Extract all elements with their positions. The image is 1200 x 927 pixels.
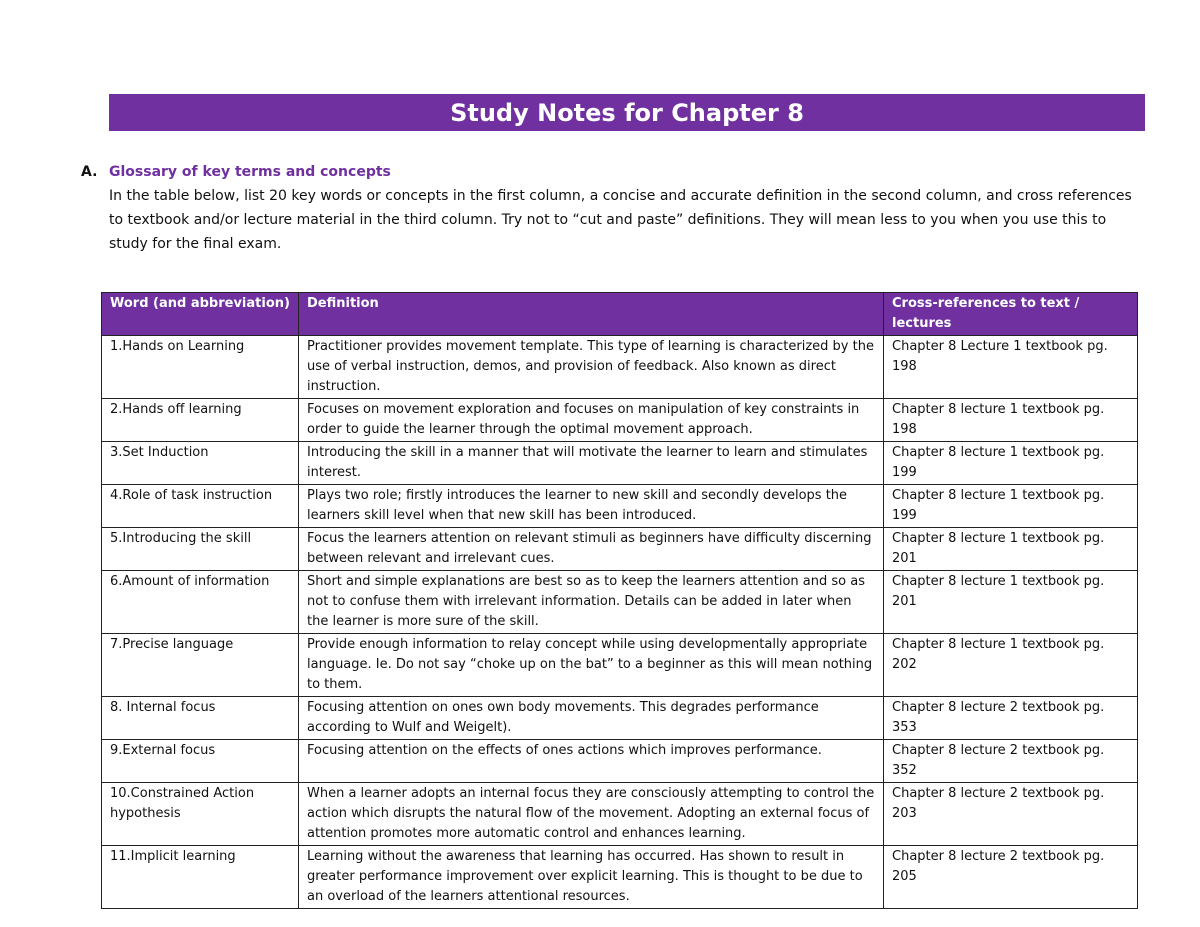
reference-cell: Chapter 8 lecture 1 textbook pg. 198: [884, 399, 1138, 442]
definition-cell: Provide enough information to relay concept while using developmentally appropriate language. Ie. Do not say “choke up on the bat” to a beginner as this will mean nothing to them.: [299, 634, 884, 697]
reference-cell: Chapter 8 lecture 1 textbook pg. 201: [884, 571, 1138, 634]
term-cell: 4.Role of task instruction: [102, 485, 299, 528]
reference-cell: Chapter 8 lecture 2 textbook pg. 352: [884, 740, 1138, 783]
table-row: [102, 846, 1138, 909]
definition-cell: When a learner adopts an internal focus they are consciously attempting to control the action which disrupts the natural flow of the movement. Adopting an external focus of attention promotes more automatic control and enhances learning.: [299, 783, 884, 846]
reference-cell: Chapter 8 lecture 1 textbook pg. 199: [884, 485, 1138, 528]
glossary-section: [81, 160, 1141, 256]
table-header-row: [102, 293, 1138, 336]
term-cell: 7.Precise language: [102, 634, 299, 697]
glossary-table: [101, 292, 1138, 909]
definition-cell: Practitioner provides movement template. This type of learning is characterized by the use of verbal instruction, demos, and provision of feedback. Also known as direct instruction.: [299, 336, 884, 399]
table-row: [102, 571, 1138, 634]
section-instructions: In the table below, list 20 key words or concepts in the first column, a concise and accurate definition in the second column, and cross references to textbook and/or lecture material in the third column. Try not to “cut and paste” definitions. They will mean less to you when you use this to study for the final exam.: [109, 188, 1132, 252]
definition-cell: Focusing attention on the effects of ones actions which improves performance.: [299, 740, 884, 783]
reference-cell: Chapter 8 lecture 1 textbook pg. 202: [884, 634, 1138, 697]
column-header-word: Word (and abbreviation): [102, 293, 299, 336]
table-row: [102, 528, 1138, 571]
table-row: [102, 783, 1138, 846]
column-header-reference: Cross-references to text / lectures: [884, 293, 1138, 336]
term-cell: 8. Internal focus: [102, 697, 299, 740]
term-cell: 6.Amount of information: [102, 571, 299, 634]
definition-cell: Learning without the awareness that learning has occurred. Has shown to result in greater performance improvement over explicit learning. This is thought to be due to an overload of the learners attentional resources.: [299, 846, 884, 909]
definition-cell: Focus the learners attention on relevant stimuli as beginners have difficulty discerning between relevant and irrelevant cues.: [299, 528, 884, 571]
term-cell: 1.Hands on Learning: [102, 336, 299, 399]
definition-cell: Introducing the skill in a manner that will motivate the learner to learn and stimulates interest.: [299, 442, 884, 485]
column-header-definition: Definition: [299, 293, 884, 336]
table-row: [102, 399, 1138, 442]
page-title: Study Notes for Chapter 8: [109, 94, 1145, 131]
reference-cell: Chapter 8 lecture 1 textbook pg. 199: [884, 442, 1138, 485]
term-cell: 10.Constrained Action hypothesis: [102, 783, 299, 846]
term-cell: 9.External focus: [102, 740, 299, 783]
term-cell: 2.Hands off learning: [102, 399, 299, 442]
definition-cell: Short and simple explanations are best so as to keep the learners attention and so as not to confuse them with irrelevant information. Details can be added in later when the learner is more sure of the skill.: [299, 571, 884, 634]
reference-cell: Chapter 8 lecture 2 textbook pg. 205: [884, 846, 1138, 909]
section-marker: A.: [81, 164, 98, 180]
reference-cell: Chapter 8 lecture 2 textbook pg. 353: [884, 697, 1138, 740]
definition-cell: Focuses on movement exploration and focuses on manipulation of key constraints in order to guide the learner through the optimal movement approach.: [299, 399, 884, 442]
reference-cell: Chapter 8 lecture 1 textbook pg. 201: [884, 528, 1138, 571]
section-heading: Glossary of key terms and concepts: [109, 164, 391, 180]
table-row: [102, 336, 1138, 399]
term-cell: 11.Implicit learning: [102, 846, 299, 909]
table-row: [102, 634, 1138, 697]
term-cell: 5.Introducing the skill: [102, 528, 299, 571]
table-row: [102, 697, 1138, 740]
term-cell: 3.Set Induction: [102, 442, 299, 485]
definition-cell: Focusing attention on ones own body movements. This degrades performance according to Wulf and Weigelt).: [299, 697, 884, 740]
reference-cell: Chapter 8 lecture 2 textbook pg. 203: [884, 783, 1138, 846]
reference-cell: Chapter 8 Lecture 1 textbook pg. 198: [884, 336, 1138, 399]
table-row: [102, 442, 1138, 485]
definition-cell: Plays two role; firstly introduces the learner to new skill and secondly develops the learners skill level when that new skill has been introduced.: [299, 485, 884, 528]
table-row: [102, 740, 1138, 783]
table-row: [102, 485, 1138, 528]
